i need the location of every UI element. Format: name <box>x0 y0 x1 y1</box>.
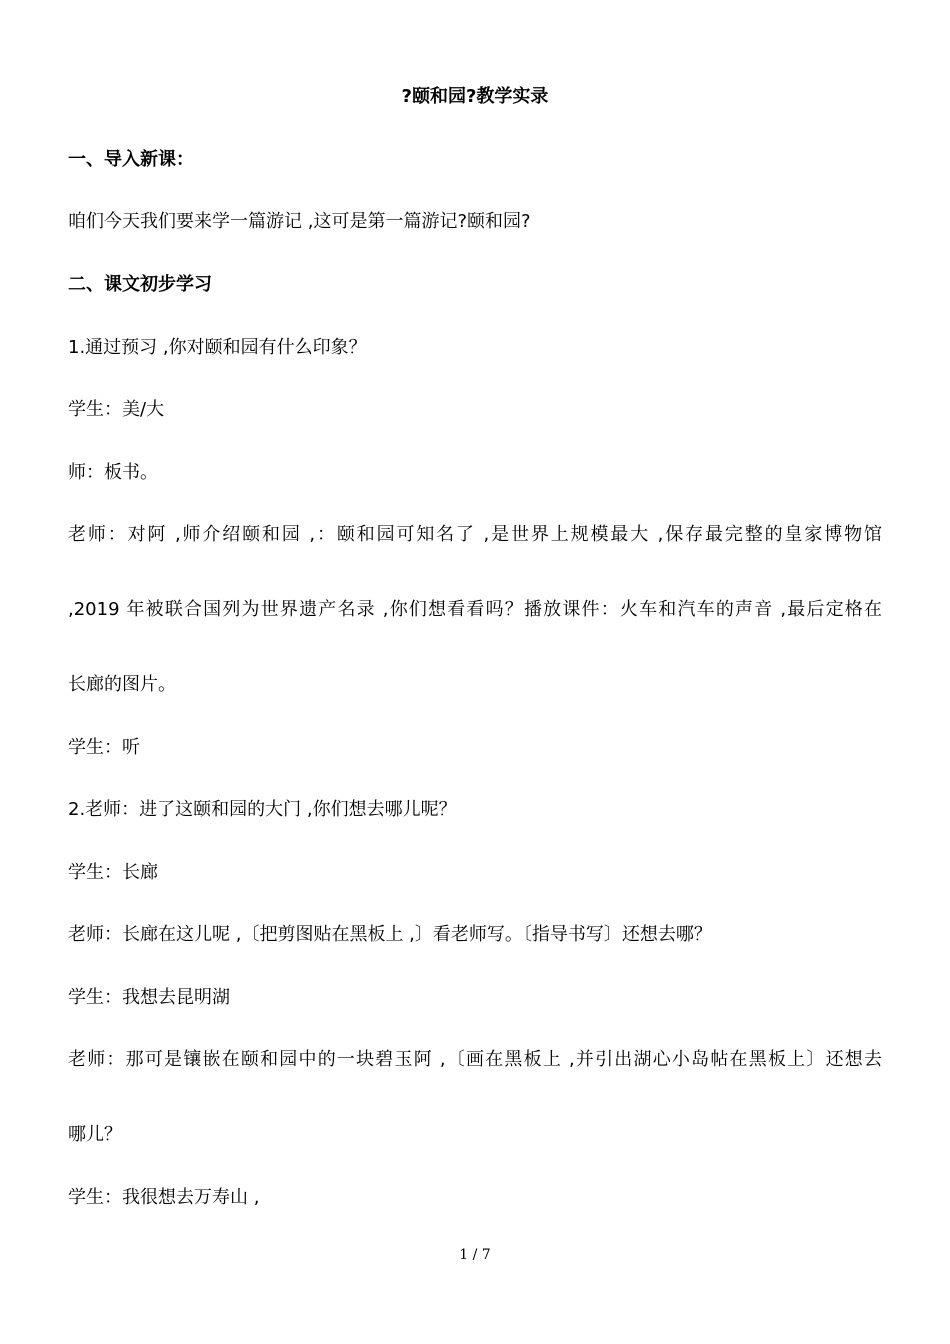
paragraph: 学生：我很想去万寿山 , <box>68 1187 260 1208</box>
paragraph: 老师：那可是镶嵌在颐和园中的一块碧玉阿 ,〔画在黑板上 ,并引出湖心小岛帖在黑板上〕还想去 <box>68 1049 882 1070</box>
document-title: ?颐和园?教学实录 <box>401 86 549 107</box>
paragraph: 长廊的图片。 <box>68 674 176 695</box>
paragraph: 学生：听 <box>68 737 140 758</box>
paragraph: 师：板书。 <box>68 462 158 483</box>
paragraph: 学生：我想去昆明湖 <box>68 987 230 1008</box>
paragraph: ,2019 年被联合国列为世界遗产名录 ,你们想看看吗？播放课件：火车和汽车的声音 ,最后定格在 <box>68 599 882 620</box>
section-heading-intro: 一、导入新课： <box>68 149 194 170</box>
paragraph: 老师：长廊在这儿呢 ,〔把剪图贴在黑板上 ,〕看老师写。〔指导书写〕还想去哪？ <box>68 924 712 945</box>
paragraph: 1.通过预习 ,你对颐和园有什么印象？ <box>68 337 367 358</box>
paragraph: 学生：美/大 <box>68 399 165 420</box>
section-heading-study: 二、课文初步学习 <box>68 274 212 295</box>
paragraph: 2.老师：进了这颐和园的大门 ,你们想去哪儿呢？ <box>68 799 457 820</box>
paragraph: 咱们今天我们要来学一篇游记 ,这可是第一篇游记?颐和园? <box>68 211 531 232</box>
page-number: 1 / 7 <box>459 1247 491 1263</box>
paragraph: 学生：长廊 <box>68 862 158 883</box>
paragraph: 哪儿？ <box>68 1124 122 1145</box>
paragraph: 老师：对阿 ,师介绍颐和园 ,：颐和园可知名了 ,是世界上规模最大 ,保存最完整的皇家博物馆 <box>68 524 882 545</box>
